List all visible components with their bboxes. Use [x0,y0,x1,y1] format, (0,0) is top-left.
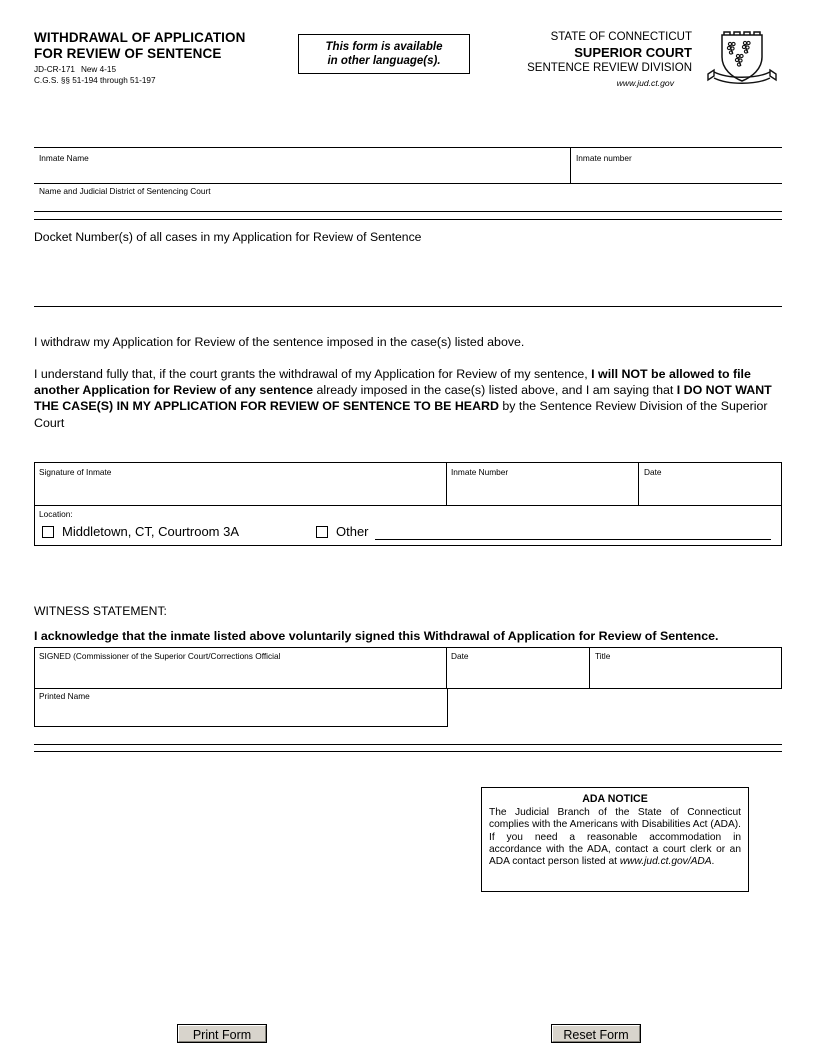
location-other-option[interactable] [316,524,369,539]
ada-notice-box [481,787,749,892]
witness-printed-name-label: Printed Name [39,691,90,701]
other-location-underline [375,539,771,540]
court-website-url: www.jud.ct.gov [616,77,674,88]
signature-of-inmate-input[interactable] [39,476,439,502]
other-checkbox[interactable] [316,526,328,538]
understanding-text-3: by the Sentence Review Division of the Superior Court [34,399,768,430]
language-notice-line-1: This form is available [325,41,443,53]
ada-notice-body [489,807,741,868]
reset-form-button-label: Reset Form [552,1025,640,1042]
reset-form-button[interactable] [551,1024,641,1043]
inmate-number-input[interactable] [576,160,776,181]
division-name: SENTENCE REVIEW DIVISION [527,61,692,74]
sentencing-court-label: Name and Judicial District of Sentencing Court [39,186,211,196]
witness-title-label: Title [595,651,611,661]
connecticut-state-seal-icon [704,29,782,93]
middletown-label: Middletown, CT, Courtroom 3A [62,524,240,539]
form-title-line-2: FOR REVIEW OF SENTENCE [34,45,222,61]
other-location-input[interactable] [375,522,771,539]
docket-number-label: Docket Number(s) of all cases in my Application for Review of Sentence [34,230,422,244]
signature-date-input[interactable] [644,476,776,502]
witness-acknowledgement: I acknowledge that the inmate listed above voluntarily signed this Withdrawal of Application for Review of Sentence. [34,629,719,643]
ada-notice-title: ADA NOTICE [582,793,648,805]
inmate-name-bottom-rule [34,183,782,184]
inmate-name-input[interactable] [39,160,564,181]
form-number-line [34,65,314,76]
form-statute: C.G.S. §§ 51-194 through 51-197 [34,75,156,85]
location-label: Location: [39,509,73,519]
inmate-name-label: Inmate Name [39,153,89,163]
witness-title-divider [589,647,590,689]
witness-signed-input[interactable] [39,661,439,685]
sentencing-court-input[interactable] [39,194,777,210]
understanding-bold-2: I DO NOT WANT THE CASE(S) IN MY APPLICATION FOR REVIEW OF SENTENCE TO BE HEARD [34,383,772,414]
footer-rule-lower [34,751,782,752]
inmate-name-top-rule [34,147,782,148]
signature-date-label: Date [644,467,662,477]
court-name: SUPERIOR COURT [574,44,692,60]
understanding-statement-paragraph [34,366,786,431]
signature-inmate-number-divider [446,462,447,506]
court-identification-block [372,30,692,90]
form-title-line-1: WITHDRAWAL OF APPLICATION [34,30,246,45]
understanding-bold-1: I will NOT be allowed to file another Application for Review of any sentence [34,367,751,398]
understanding-text-1: I understand fully that, if the court grants the withdrawal of my Application for Review of my sentence, [34,367,592,381]
language-notice-line-2: in other language(s). [327,55,441,67]
footer-rule-upper [34,744,782,745]
middletown-checkbox[interactable] [42,526,54,538]
witness-date-input[interactable] [451,661,581,685]
witness-printed-name-input[interactable] [39,701,441,723]
understanding-text-2: already imposed in the case(s) listed above, and I am saying that [313,383,677,398]
signature-row-divider [34,505,782,506]
witness-date-label: Date [451,651,469,661]
form-header [34,30,782,100]
signature-inmate-number-label: Inmate Number [451,467,509,477]
witness-date-divider [446,647,447,689]
location-middletown-option[interactable] [42,524,239,539]
other-label: Other [336,524,369,539]
print-form-button-label: Print Form [178,1025,266,1042]
ada-notice-url: www.jud.ct.gov/ADA [619,856,712,868]
docket-rule-lower [34,219,782,220]
witness-signed-label: SIGNED (Commissioner of the Superior Court/Corrections Official [39,651,281,661]
docket-number-input[interactable] [39,248,777,303]
docket-rule-upper [34,211,782,212]
ada-notice-period: . [711,856,715,868]
docket-bottom-rule [34,306,782,307]
witness-title-input[interactable] [595,661,775,685]
signature-of-inmate-label: Signature of Inmate [39,467,112,477]
form-number: JD-CR-171 [34,65,75,74]
withdrawal-statement-paragraph: I withdraw my Application for Review of the sentence imposed in the case(s) listed above. [34,335,525,349]
witness-statement-heading: WITNESS STATEMENT: [34,604,167,618]
inmate-number-label: Inmate number [576,153,632,163]
state-name: STATE OF CONNECTICUT [550,31,692,43]
inmate-number-divider [570,147,571,184]
signature-date-divider [638,462,639,506]
ada-notice-text: The Judicial Branch of the State of Connecticut complies with the Americans with Disabilities Act (ADA). If you need a reasonable accommodation in accordance with the ADA, contact a court clerk or an ADA contact person listed at [489,807,741,868]
form-revision: New 4-15 [80,65,116,74]
signature-inmate-number-input[interactable] [451,476,633,502]
form-title-block [34,30,314,86]
print-form-button[interactable] [177,1024,267,1043]
